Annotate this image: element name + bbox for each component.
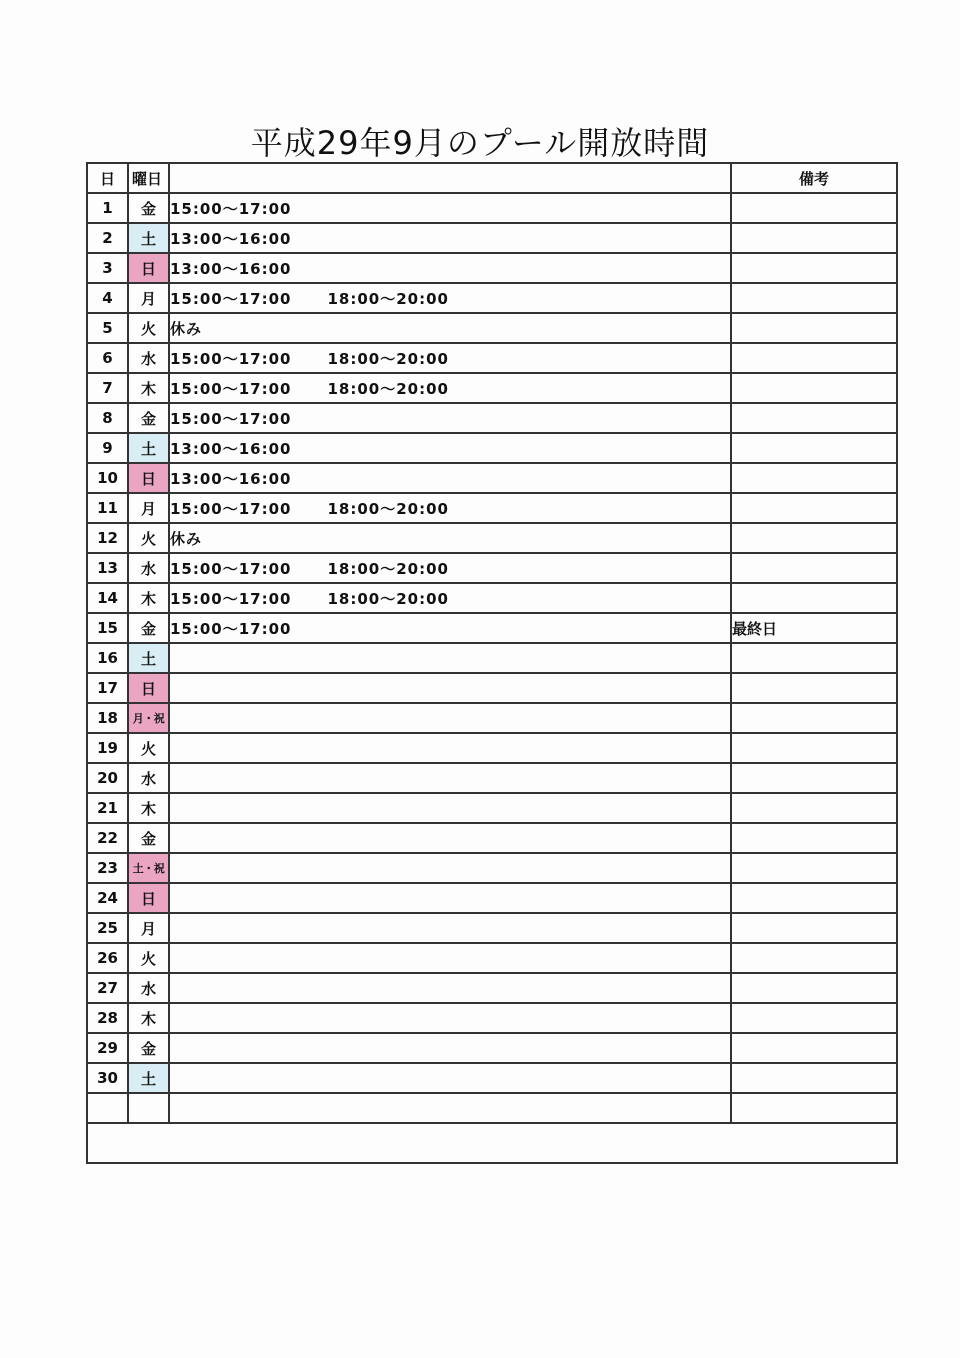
time-cell bbox=[169, 403, 731, 433]
time-cell bbox=[169, 643, 731, 673]
time-slot-1: 13:00～16:00 bbox=[170, 259, 292, 278]
day-cell: 4 bbox=[87, 283, 128, 313]
table-row bbox=[87, 913, 897, 943]
table-row bbox=[87, 373, 897, 403]
table-row bbox=[87, 703, 897, 733]
day-cell: 3 bbox=[87, 253, 128, 283]
table-row bbox=[87, 943, 897, 973]
time-cell bbox=[169, 973, 731, 1003]
day-cell: 16 bbox=[87, 643, 128, 673]
day-cell: 18 bbox=[87, 703, 128, 733]
table-row bbox=[87, 733, 897, 763]
table-row bbox=[87, 193, 897, 223]
schedule-table bbox=[86, 162, 898, 1164]
table-row bbox=[87, 613, 897, 643]
weekday-cell: 木 bbox=[128, 793, 169, 823]
time-slot-1: 15:00～17:00 bbox=[170, 409, 292, 428]
day-cell: 30 bbox=[87, 1063, 128, 1093]
time-cell bbox=[169, 613, 731, 643]
time-cell bbox=[169, 283, 731, 313]
header-weekday: 曜日 bbox=[128, 163, 169, 193]
time-cell bbox=[169, 943, 731, 973]
table-row bbox=[87, 1033, 897, 1063]
time-cell bbox=[169, 553, 731, 583]
weekday-cell: 火 bbox=[128, 313, 169, 343]
time-cell bbox=[169, 883, 731, 913]
day-cell: 28 bbox=[87, 1003, 128, 1033]
header-note: 備考 bbox=[731, 163, 897, 193]
note-cell bbox=[731, 973, 897, 1003]
table-row bbox=[87, 643, 897, 673]
note-cell bbox=[731, 673, 897, 703]
note-cell bbox=[731, 913, 897, 943]
note-cell bbox=[731, 493, 897, 523]
weekday-cell: 月・祝 bbox=[128, 703, 169, 733]
table-row bbox=[87, 553, 897, 583]
weekday-cell: 水 bbox=[128, 553, 169, 583]
weekday-cell: 日 bbox=[128, 673, 169, 703]
weekday-cell: 火 bbox=[128, 733, 169, 763]
time-slot-2: 18:00～20:00 bbox=[327, 289, 449, 308]
time-slot-2: 18:00～20:00 bbox=[327, 379, 449, 398]
time-cell bbox=[169, 463, 731, 493]
day-cell: 7 bbox=[87, 373, 128, 403]
time-slot-1: 13:00～16:00 bbox=[170, 229, 292, 248]
day-cell: 26 bbox=[87, 943, 128, 973]
time-cell bbox=[169, 343, 731, 373]
note-cell bbox=[731, 523, 897, 553]
time-slot-1: 休み bbox=[170, 319, 203, 338]
weekday-cell: 月 bbox=[128, 283, 169, 313]
weekday-cell: 日 bbox=[128, 883, 169, 913]
table-row bbox=[87, 493, 897, 523]
note-cell bbox=[731, 583, 897, 613]
table-row bbox=[87, 1063, 897, 1093]
day-cell: 2 bbox=[87, 223, 128, 253]
table-row bbox=[87, 973, 897, 1003]
day-cell: 1 bbox=[87, 193, 128, 223]
day-cell: 6 bbox=[87, 343, 128, 373]
weekday-cell: 金 bbox=[128, 403, 169, 433]
note-cell bbox=[731, 733, 897, 763]
note-cell bbox=[731, 463, 897, 493]
page-title: 平成29年9月のプール開放時間 bbox=[250, 124, 710, 162]
day-cell: 12 bbox=[87, 523, 128, 553]
weekday-cell: 金 bbox=[128, 613, 169, 643]
table-footer-row bbox=[87, 1123, 897, 1163]
table-row bbox=[87, 853, 897, 883]
table-row bbox=[87, 403, 897, 433]
note-cell bbox=[731, 853, 897, 883]
time-cell bbox=[169, 1093, 731, 1123]
day-cell: 21 bbox=[87, 793, 128, 823]
time-slot-1: 13:00～16:00 bbox=[170, 469, 292, 488]
day-cell: 19 bbox=[87, 733, 128, 763]
table-row bbox=[87, 253, 897, 283]
time-slot-1: 15:00～17:00 bbox=[170, 349, 292, 368]
time-cell bbox=[169, 313, 731, 343]
time-cell bbox=[169, 523, 731, 553]
time-cell bbox=[169, 733, 731, 763]
note-cell bbox=[731, 433, 897, 463]
day-cell: 8 bbox=[87, 403, 128, 433]
table-row bbox=[87, 763, 897, 793]
note-cell bbox=[731, 1063, 897, 1093]
day-cell: 14 bbox=[87, 583, 128, 613]
weekday-cell: 土 bbox=[128, 223, 169, 253]
note-cell bbox=[731, 223, 897, 253]
time-cell bbox=[169, 373, 731, 403]
time-cell bbox=[169, 253, 731, 283]
note-cell bbox=[731, 793, 897, 823]
day-cell bbox=[87, 1093, 128, 1123]
table-row bbox=[87, 313, 897, 343]
header-day: 日 bbox=[87, 163, 128, 193]
table-row bbox=[87, 1093, 897, 1123]
time-cell bbox=[169, 673, 731, 703]
table-row bbox=[87, 433, 897, 463]
weekday-cell: 金 bbox=[128, 823, 169, 853]
table-row bbox=[87, 823, 897, 853]
weekday-cell: 木 bbox=[128, 1003, 169, 1033]
note-cell bbox=[731, 253, 897, 283]
time-cell bbox=[169, 703, 731, 733]
time-cell bbox=[169, 913, 731, 943]
time-cell bbox=[169, 763, 731, 793]
time-cell bbox=[169, 1003, 731, 1033]
time-cell bbox=[169, 583, 731, 613]
table-row bbox=[87, 523, 897, 553]
day-cell: 17 bbox=[87, 673, 128, 703]
note-cell bbox=[731, 1033, 897, 1063]
note-cell bbox=[731, 823, 897, 853]
weekday-cell: 金 bbox=[128, 193, 169, 223]
weekday-cell: 土 bbox=[128, 1063, 169, 1093]
note-cell bbox=[731, 643, 897, 673]
footer-cell bbox=[87, 1123, 897, 1163]
time-slot-2: 18:00～20:00 bbox=[327, 559, 449, 578]
time-cell bbox=[169, 433, 731, 463]
table-row bbox=[87, 343, 897, 373]
table-row bbox=[87, 223, 897, 253]
header-time bbox=[169, 163, 731, 193]
weekday-cell: 日 bbox=[128, 253, 169, 283]
time-slot-1: 15:00～17:00 bbox=[170, 289, 292, 308]
note-cell bbox=[731, 343, 897, 373]
day-cell: 20 bbox=[87, 763, 128, 793]
note-cell bbox=[731, 1093, 897, 1123]
table-row bbox=[87, 673, 897, 703]
time-slot-2: 18:00～20:00 bbox=[327, 589, 449, 608]
note-cell bbox=[731, 1003, 897, 1033]
weekday-cell: 土・祝 bbox=[128, 853, 169, 883]
time-slot-1: 休み bbox=[170, 529, 203, 548]
table-row bbox=[87, 283, 897, 313]
time-slot-1: 13:00～16:00 bbox=[170, 439, 292, 458]
time-cell bbox=[169, 193, 731, 223]
day-cell: 22 bbox=[87, 823, 128, 853]
day-cell: 23 bbox=[87, 853, 128, 883]
note-cell bbox=[731, 313, 897, 343]
weekday-cell bbox=[128, 1093, 169, 1123]
time-slot-1: 15:00～17:00 bbox=[170, 589, 292, 608]
time-cell bbox=[169, 1033, 731, 1063]
weekday-cell: 月 bbox=[128, 913, 169, 943]
time-slot-2: 18:00～20:00 bbox=[327, 499, 449, 518]
time-slot-2: 18:00～20:00 bbox=[327, 349, 449, 368]
day-cell: 29 bbox=[87, 1033, 128, 1063]
day-cell: 24 bbox=[87, 883, 128, 913]
day-cell: 25 bbox=[87, 913, 128, 943]
day-cell: 13 bbox=[87, 553, 128, 583]
note-cell bbox=[731, 553, 897, 583]
weekday-cell: 月 bbox=[128, 493, 169, 523]
time-cell bbox=[169, 493, 731, 523]
table-row bbox=[87, 1003, 897, 1033]
note-cell: 最終日 bbox=[731, 613, 897, 643]
time-cell bbox=[169, 1063, 731, 1093]
weekday-cell: 水 bbox=[128, 973, 169, 1003]
day-cell: 9 bbox=[87, 433, 128, 463]
note-cell bbox=[731, 703, 897, 733]
day-cell: 15 bbox=[87, 613, 128, 643]
time-cell bbox=[169, 823, 731, 853]
weekday-cell: 土 bbox=[128, 643, 169, 673]
note-cell bbox=[731, 373, 897, 403]
weekday-cell: 木 bbox=[128, 583, 169, 613]
table-row bbox=[87, 583, 897, 613]
weekday-cell: 金 bbox=[128, 1033, 169, 1063]
table-row bbox=[87, 883, 897, 913]
weekday-cell: 水 bbox=[128, 343, 169, 373]
note-cell bbox=[731, 193, 897, 223]
table-row bbox=[87, 463, 897, 493]
time-cell bbox=[169, 793, 731, 823]
time-slot-1: 15:00～17:00 bbox=[170, 379, 292, 398]
weekday-cell: 日 bbox=[128, 463, 169, 493]
weekday-cell: 水 bbox=[128, 763, 169, 793]
note-cell bbox=[731, 883, 897, 913]
day-cell: 27 bbox=[87, 973, 128, 1003]
note-cell bbox=[731, 403, 897, 433]
day-cell: 11 bbox=[87, 493, 128, 523]
time-cell bbox=[169, 223, 731, 253]
time-cell bbox=[169, 853, 731, 883]
weekday-cell: 土 bbox=[128, 433, 169, 463]
weekday-cell: 火 bbox=[128, 523, 169, 553]
time-slot-1: 15:00～17:00 bbox=[170, 499, 292, 518]
table-header-row bbox=[87, 163, 897, 193]
time-slot-1: 15:00～17:00 bbox=[170, 619, 292, 638]
day-cell: 5 bbox=[87, 313, 128, 343]
weekday-cell: 火 bbox=[128, 943, 169, 973]
table-row bbox=[87, 793, 897, 823]
note-cell bbox=[731, 943, 897, 973]
weekday-cell: 木 bbox=[128, 373, 169, 403]
day-cell: 10 bbox=[87, 463, 128, 493]
time-slot-1: 15:00～17:00 bbox=[170, 559, 292, 578]
time-slot-1: 15:00～17:00 bbox=[170, 199, 292, 218]
note-cell bbox=[731, 283, 897, 313]
note-cell bbox=[731, 763, 897, 793]
